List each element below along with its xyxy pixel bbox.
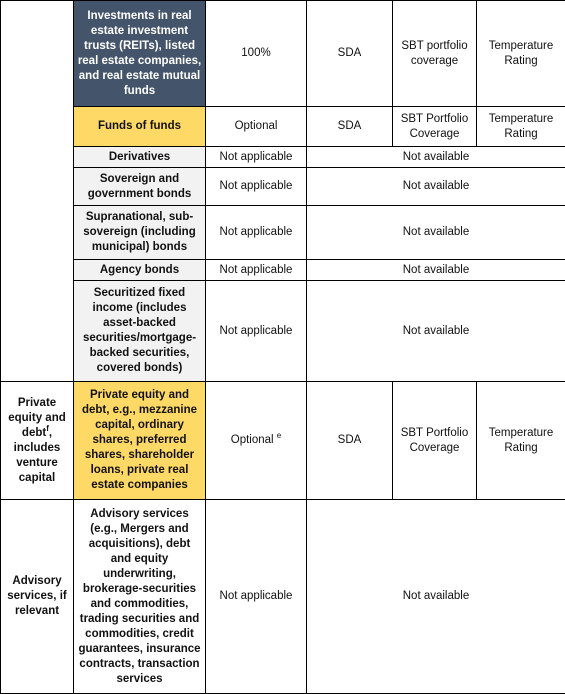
table-row (1, 1, 565, 107)
availability-cell: Not available (307, 168, 565, 206)
table-row (1, 260, 565, 281)
requirement-cell: 100% (206, 1, 307, 107)
requirement-cell: Not applicable (206, 168, 307, 206)
category-cell (1, 382, 74, 500)
availability-cell: Not available (307, 147, 565, 168)
asset-class-cell: Advisory services (e.g., Mergers and acquisitions), debt and equity underwriting, brokerage-securities and commodities, trading securities and commodities, credit guarantees, insurance contracts, transaction services (74, 500, 206, 694)
asset-class-cell: Securitized fixed income (includes asset-backed securities/mortgage-backed securities, covered bonds) (74, 281, 206, 382)
table-row (1, 206, 565, 260)
requirement-cell (206, 382, 307, 500)
table-row (1, 168, 565, 206)
availability-cell: Not available (307, 206, 565, 260)
temperature-cell: Temperature Rating (477, 382, 565, 500)
footnote-marker: f (46, 424, 49, 433)
asset-class-cell: Investments in real estate investment trusts (REITs), listed real estate companies, and real estate mutual funds (74, 1, 206, 107)
requirement-cell: Not applicable (206, 260, 307, 281)
coverage-cell: SBT Portfolio Coverage (393, 107, 477, 147)
table-row (1, 147, 565, 168)
category-text: , includes venture capital (14, 427, 61, 484)
table-row (1, 382, 565, 500)
requirement-cell: Not applicable (206, 500, 307, 694)
asset-class-cell: Sovereign and government bonds (74, 168, 206, 206)
category-text: Private equity and debt (8, 397, 66, 439)
asset-class-cell: Agency bonds (74, 260, 206, 281)
availability-cell: Not available (307, 500, 565, 694)
table-row (1, 500, 565, 694)
category-cell: Advisory services, if relevant (1, 500, 74, 694)
method-cell: SDA (307, 1, 393, 107)
requirement-cell: Not applicable (206, 281, 307, 382)
coverage-cell: SBT Portfolio Coverage (393, 382, 477, 500)
table-row (1, 281, 565, 382)
requirement-text: Optional (231, 434, 274, 446)
temperature-cell: Temperature Rating (477, 1, 565, 107)
method-cell: SDA (307, 382, 393, 500)
availability-cell: Not available (307, 281, 565, 382)
requirement-cell: Not applicable (206, 147, 307, 168)
temperature-cell: Temperature Rating (477, 107, 565, 147)
table-row (1, 107, 565, 147)
asset-class-cell: Funds of funds (74, 107, 206, 147)
asset-class-cell: Private equity and debt, e.g., mezzanine capital, ordinary shares, preferred shares, shareholder loans, private real estate companies (74, 382, 206, 500)
asset-class-cell: Supranational, sub-sovereign (including municipal) bonds (74, 206, 206, 260)
requirement-cell: Not applicable (206, 206, 307, 260)
category-cell (1, 1, 74, 382)
asset-class-cell: Derivatives (74, 147, 206, 168)
method-cell: SDA (307, 107, 393, 147)
footnote-marker: e (277, 431, 281, 440)
availability-cell: Not available (307, 260, 565, 281)
requirement-cell: Optional (206, 107, 307, 147)
coverage-cell: SBT portfolio coverage (393, 1, 477, 107)
